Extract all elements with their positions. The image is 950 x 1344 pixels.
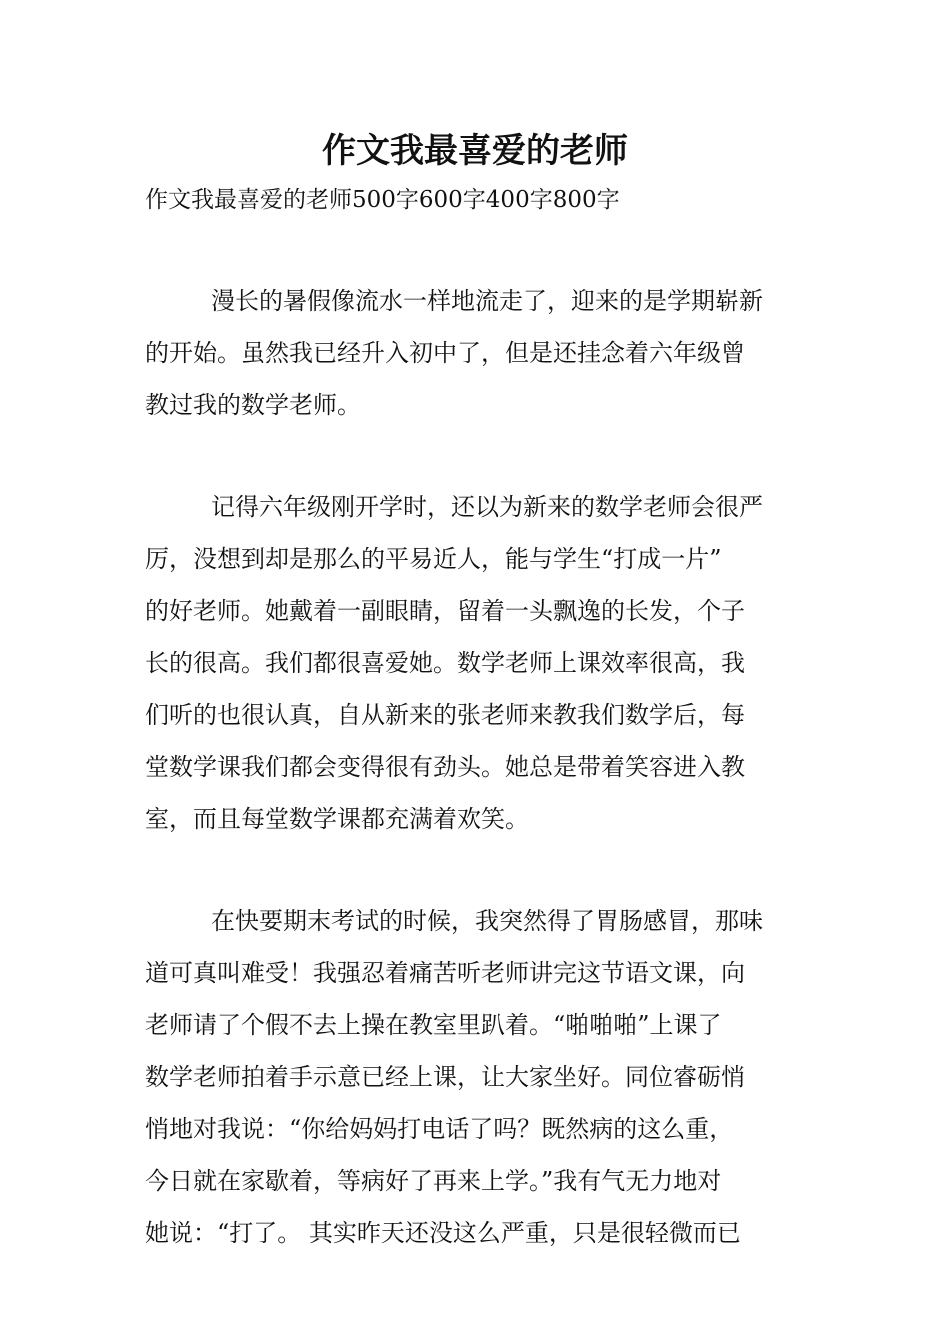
paragraph-line: 漫长的暑假像流水一样地流走了，迎来的是学期崭新 <box>211 287 763 315</box>
paragraph-line: 的好老师。她戴着一副眼睛，留着一头飘逸的长发，个子 <box>145 597 745 625</box>
paragraph-line: 的开始。虽然我已经升入初中了，但是还挂念着六年级曾 <box>145 339 745 367</box>
paragraph-line: 数学老师拍着手示意已经上课，让大家坐好。同位睿砺悄 <box>145 1063 745 1091</box>
paragraph-line: 室，而且每堂数学课都充满着欢笑。 <box>145 805 529 833</box>
document-body <box>145 275 805 1309</box>
paragraph-line: 长的很高。我们都很喜爱她。数学老师上课效率很高，我 <box>145 649 745 677</box>
paragraph-line: 厉，没想到却是那么的平易近人，能与学生“打成一片” <box>145 545 722 573</box>
paragraph-1 <box>145 275 805 431</box>
paragraph-line: 教过我的数学老师。 <box>145 391 361 419</box>
paragraph-line: 老师请了个假不去上操在教室里趴着。“啪啪啪”上课了 <box>145 1011 722 1039</box>
paragraph-3 <box>145 895 805 1259</box>
document-title: 作文我最喜爱的老师 <box>322 131 628 171</box>
paragraph-2 <box>145 481 805 845</box>
paragraph-line: 在快要期末考试的时候，我突然得了胃肠感冒，那味 <box>211 907 763 935</box>
paragraph-line: 悄地对我说：“你给妈妈打电话了吗？既然病的这么重， <box>145 1115 734 1143</box>
paragraph-line: 道可真叫难受！我强忍着痛苦听老师讲完这节语文课，向 <box>145 959 745 987</box>
paragraph-line: 堂数学课我们都会变得很有劲头。她总是带着笑容进入教 <box>145 753 745 781</box>
paragraph-line: 记得六年级刚开学时，还以为新来的数学老师会很严 <box>211 493 763 521</box>
paragraph-line: 她说：“打了。 其实昨天还没这么严重，只是很轻微而已 <box>145 1219 741 1247</box>
paragraph-line: 们听的也很认真，自从新来的张老师来教我们数学后，每 <box>145 701 745 729</box>
document-subtitle: 作文我最喜爱的老师500字600字400字800字 <box>145 187 620 213</box>
paragraph-line: 今日就在家歇着，等病好了再来上学。”我有气无力地对 <box>145 1167 722 1195</box>
